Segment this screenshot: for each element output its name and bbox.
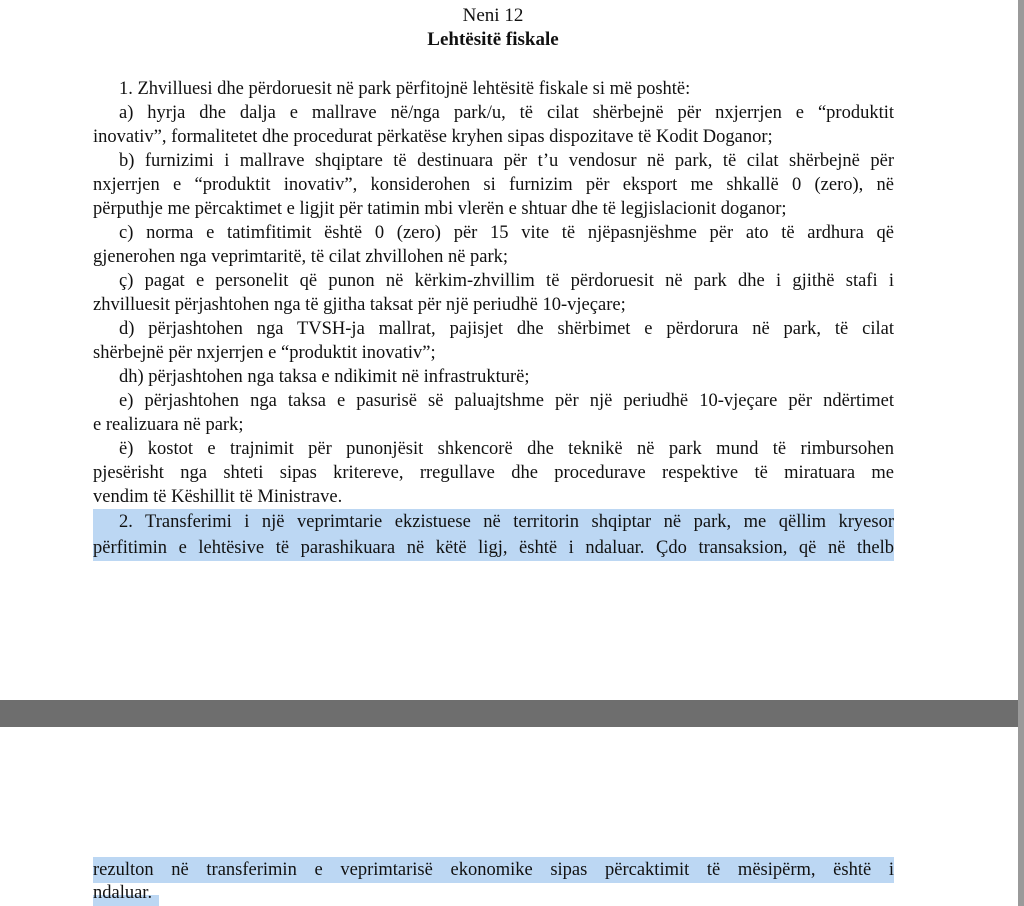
text-line[interactable]: c) norma e tatimfitimit është 0 (zero) për 15 vite të njëpasnjëshme për ato të ardhura që bbox=[119, 223, 894, 243]
text-line[interactable]: pjesërisht nga shteti sipas kritereve, rregullave dhe procedurave respektive të miratuara me bbox=[93, 463, 894, 483]
text-line[interactable]: nxjerrjen e “produktit inovativ”, konsiderohen si furnizim për eksport me shkallë 0 (zero), në bbox=[93, 175, 894, 195]
text-line[interactable]: a) hyrja dhe dalja e mallrave në/nga park/u, të cilat shërbejnë për nxjerrjen e “produktit bbox=[119, 103, 894, 123]
text-line[interactable]: ç) pagat e personelit që punon në kërkim-zhvillim të përdoruesit në park dhe i gjithë stafi i bbox=[119, 271, 894, 291]
text-line[interactable]: inovativ”, formalitetet dhe procedurat përkatëse kryhen sipas dispozitave të Kodit Doganor; bbox=[93, 127, 773, 147]
highlighted-text-line[interactable]: përfitimin e lehtësive të parashikuara në këtë ligj, është i ndaluar. Çdo transaksion, që në thelb bbox=[93, 535, 894, 561]
highlighted-text-line[interactable]: 2. Transferimi i një veprimtarie ekzistuese në territorin shqiptar në park, me qëllim kryesor bbox=[93, 509, 894, 535]
article-number: Neni 12 bbox=[462, 5, 524, 26]
text-line[interactable]: shërbejnë për nxjerrjen e “produktit inovativ”; bbox=[93, 343, 436, 363]
text-line[interactable]: përputhje me përcaktimet e ligjit për tatimin mbi vlerën e shtuar dhe të legjislacionit doganor; bbox=[93, 199, 787, 219]
text-line[interactable]: dh) përjashtohen nga taksa e ndikimit në infrastrukturë; bbox=[119, 367, 530, 387]
text-line[interactable]: d) përjashtohen nga TVSH-ja mallrat, pajisjet dhe shërbimet e përdorura në park, të cilat bbox=[119, 319, 894, 339]
text-line[interactable]: e realizuara në park; bbox=[93, 415, 244, 435]
highlighted-text-line[interactable]: rezulton në transferimin e veprimtarisë ekonomike sipas përcaktimit të mësipërm, është i bbox=[93, 857, 894, 883]
page-break-separator bbox=[0, 700, 1024, 727]
text-line[interactable]: gjenerohen nga veprimtaritë, të cilat zhvillohen në park; bbox=[93, 247, 509, 267]
highlighted-text-line[interactable]: ndaluar. bbox=[93, 883, 153, 903]
text-line[interactable]: b) furnizimi i mallrave shqiptare të destinuara për t’u vendosur në park, të cilat shërbejnë për bbox=[119, 151, 894, 171]
text-line[interactable]: zhvilluesit përjashtohen nga të gjitha taksat për një periudhë 10-vjeçare; bbox=[93, 295, 626, 315]
page-right-edge bbox=[1018, 0, 1024, 906]
text-line[interactable]: 1. Zhvilluesi dhe përdoruesit në park përfitojnë lehtësitë fiskale si më poshtë: bbox=[119, 79, 691, 99]
article-title: Lehtësitë fiskale bbox=[427, 29, 559, 50]
text-line[interactable]: ë) kostot e trajnimit për punonjësit shkencorë dhe teknikë në park mund të rimbursohen bbox=[119, 439, 894, 459]
text-line[interactable]: e) përjashtohen nga taksa e pasurisë së paluajtshme për një periudhë 10-vjeçare për ndërtimet bbox=[119, 391, 894, 411]
text-line[interactable]: vendim të Këshillit të Ministrave. bbox=[93, 487, 343, 507]
